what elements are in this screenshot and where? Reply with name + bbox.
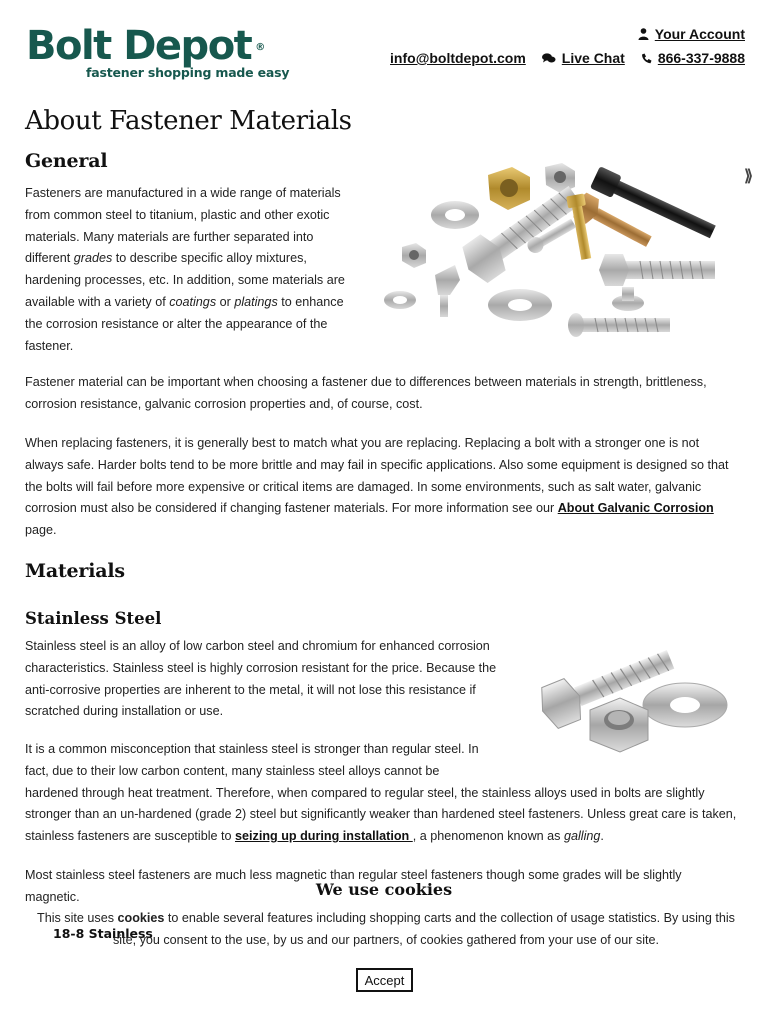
logo-registered-mark: ® (255, 42, 266, 53)
text-line: fastener. (25, 338, 74, 353)
scroll-handle-icon[interactable]: ⟫ (744, 168, 753, 185)
text-line: hardening processes, etc. In addition, some materials are (25, 273, 345, 288)
seizing-up-link[interactable]: seizing up during installation (235, 829, 413, 844)
general-heading: General (25, 150, 108, 172)
cookie-banner-title: We use cookies (315, 880, 453, 899)
text-line: from common steel to titanium, plastic and other exotic (25, 207, 330, 222)
account-area (638, 26, 745, 42)
logo-text: Bolt Depot (26, 23, 252, 69)
person-icon (638, 28, 649, 40)
stainless-magnetic-paragraph: Most stainless steel fasteners are much less magnetic than regular steel fasteners though some grades will be slightly magnetic. (25, 868, 682, 904)
contact-bar (390, 50, 745, 66)
text-line: materials. Many materials are further separated into (25, 229, 314, 244)
stainless-steel-heading: Stainless Steel (25, 609, 162, 628)
materials-heading: Materials (25, 560, 125, 582)
logo-wordmark (26, 24, 306, 70)
live-chat-link[interactable]: Live Chat (561, 50, 625, 66)
chat-bubbles-icon (542, 53, 556, 64)
stainless-misconception-paragraph: It is a common misconception that stainless steel is stronger than regular steel. In fact, due to their low carbon content, many stainless steel alloys cannot be hardened through heat treatment. Therefore, when compared to regular steel, the stainless alloys used in bolts are slightly stronger than an un-hardened (grade 2) steel but significantly weaker than hardened steel fasteners. Unless great care is taken, stainless fasteners are susceptible to seizing up during installation , a phenomenon known as galling. (25, 742, 737, 844)
phone-icon (641, 53, 652, 64)
stainless-intro-paragraph: Stainless steel is an alloy of low carbon steel and chromium for enhanced corrosion characteristics. Stainless steel is highly corrosion resistant for the price. Because the anti-corrosive properties are inherent to the metal, it will not lose this resistance if scratched during installation or use. (25, 639, 497, 719)
site-logo[interactable] (26, 24, 306, 82)
cookie-banner-text: This site uses cookies to enable several features including shopping carts and the collection of usage statistics. By using this site, you consent to the use, by us and our partners, of cookies gathered from your use of our site. (37, 911, 735, 947)
text-line: different grades to describe specific alloy mixtures, (25, 251, 307, 266)
general-material-paragraph: Fastener material can be important when choosing a fastener due to differences between materials in strength, brittleness, corrosion resistance, galvanic corrosion properties and, of course, cost. (25, 375, 707, 411)
text-line: available with a variety of coatings or platings to enhance (25, 294, 344, 309)
text-line: the corrosion resistance or alter the appearance of the (25, 316, 328, 331)
general-intro-paragraph (25, 183, 370, 357)
logo-tagline: fastener shopping made easy (86, 65, 290, 80)
about-galvanic-corrosion-link[interactable]: About Galvanic Corrosion (557, 501, 714, 516)
fasteners-assortment-image (380, 155, 730, 355)
email-link[interactable]: info@boltdepot.com (390, 50, 526, 66)
your-account-link[interactable]: Your Account (654, 26, 745, 42)
page-title: About Fastener Materials (25, 106, 352, 136)
text-line: Fasteners are manufactured in a wide range of materials (25, 186, 341, 200)
general-replacing-paragraph: When replacing fasteners, it is generally best to match what you are replacing. Replacing a bolt with a stronger one is not always safe. Harder bolts tend to be more brittle and may fail in specific applications. Also some equipment is designed so that the bolts will fail before more expensive or critical items are damaged. In some environments, such as salt water, galvanic corrosion must also be considered if changing fastener materials. For more information see our About Galvanic Corrosion page. (25, 436, 729, 538)
stainless-18-8-heading: 18-8 Stainless (53, 926, 153, 941)
cookie-accept-button[interactable]: Accept (356, 968, 413, 992)
phone-link[interactable]: 866-337-9888 (657, 50, 745, 66)
